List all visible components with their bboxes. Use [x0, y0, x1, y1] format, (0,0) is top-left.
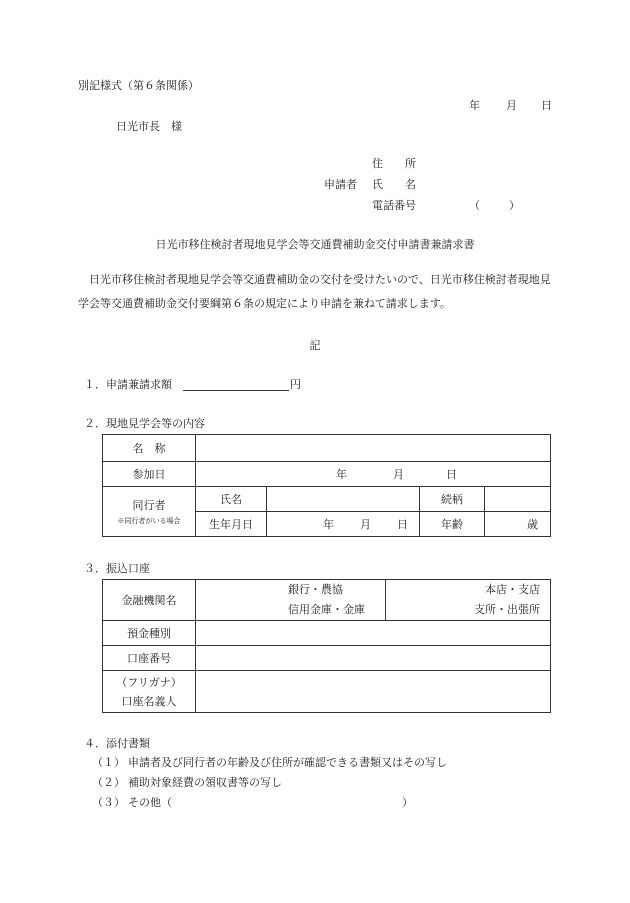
ki-heading: 記 [309, 339, 321, 352]
attachment-1-num: （１） [92, 756, 125, 769]
participation-date-label: 参加日 [103, 462, 196, 487]
attachment-3-close-paren: ） [402, 796, 413, 809]
date-month-label: 月 [506, 99, 517, 112]
age-value[interactable] [485, 512, 551, 537]
birthdate-label: 生年月日 [196, 512, 267, 537]
visit-table [102, 434, 551, 537]
participation-month: 月 [393, 467, 404, 481]
bank-type-1: 銀行・農協 [288, 583, 343, 596]
document-title: 日光市移住検討者現地見学会等交通費補助金交付申請書兼請求書 [155, 238, 475, 251]
deposit-type-label: 預金種別 [103, 621, 196, 646]
bank-table [102, 579, 551, 713]
deposit-type-value[interactable] [196, 621, 551, 646]
attachment-3-num: （３） [92, 796, 125, 809]
form-label: 別記様式（第６条関係） [78, 79, 199, 92]
attachment-2-text: 補助対象経費の領収書等の写し [128, 776, 282, 789]
bank-type-cell[interactable] [196, 580, 386, 621]
birthdate-value[interactable] [267, 512, 420, 537]
branch-type-2: 支所・出張所 [474, 603, 540, 616]
section4-label: ４．添付書類 [84, 737, 150, 750]
address-label: 住 所 [372, 157, 416, 170]
account-holder-value[interactable] [196, 671, 551, 713]
companion-note: ※同行者がいる場合 [117, 517, 181, 525]
date-day-label: 日 [541, 99, 552, 112]
amount-unit: 円 [290, 378, 301, 391]
body-text: 日光市移住検討者現地見学会等交通費補助金の交付を受けたいので、日光市移住検討者現地見学会等交通費補助金交付要綱第６条の規定により申請を兼ねて請求します。 [78, 273, 551, 310]
account-holder-label: 口座名義人 [121, 694, 177, 708]
account-number-value[interactable] [196, 646, 551, 671]
account-number-label: 口座番号 [103, 646, 196, 671]
age-unit: 歳 [527, 518, 538, 531]
section3-label: ３．振込口座 [84, 562, 150, 575]
addressee: 日光市長 様 [116, 120, 182, 133]
age-label: 年齢 [420, 512, 485, 537]
participation-day: 日 [446, 467, 457, 481]
attachment-1-text: 申請者及び同行者の年齢及び住所が確認できる書類又はその写し [128, 756, 447, 769]
furigana-label: （フリガナ） [116, 675, 182, 689]
branch-type-cell[interactable] [386, 580, 551, 621]
attachment-3-text: その他（ [128, 796, 172, 809]
date-year-label: 年 [469, 99, 480, 112]
amount-line [183, 378, 289, 391]
bank-name-label: 金融機関名 [103, 580, 196, 621]
phone-paren-close: ） [509, 199, 520, 212]
applicant-label: 申請者 [324, 178, 357, 191]
visit-name-label: 名 称 [103, 435, 196, 462]
relation-value[interactable] [485, 487, 551, 512]
relation-label: 続柄 [420, 487, 485, 512]
companion-name-label: 氏名 [196, 487, 267, 512]
attachment-2-num: （２） [92, 776, 125, 789]
bank-type-2: 信用金庫・金庫 [288, 603, 365, 616]
companion-label-cell [103, 487, 196, 537]
phone-paren-open: （ [469, 199, 480, 212]
participation-date-value[interactable] [196, 462, 551, 487]
branch-type-1: 本店・支店 [485, 583, 540, 596]
birth-year: 年 [323, 518, 334, 531]
birth-day: 日 [397, 518, 408, 531]
section2-label: ２．現地見学会等の内容 [84, 417, 205, 430]
section1-label: １．申請兼請求額 [84, 378, 172, 391]
account-holder-label-cell [103, 671, 196, 713]
participation-year: 年 [336, 467, 347, 481]
companion-label: 同行者 [132, 499, 166, 512]
visit-name-value[interactable] [196, 435, 551, 462]
birth-month: 月 [360, 518, 371, 531]
phone-label: 電話番号 [372, 199, 416, 212]
companion-name-value[interactable] [267, 487, 420, 512]
name-label: 氏 名 [372, 178, 416, 191]
